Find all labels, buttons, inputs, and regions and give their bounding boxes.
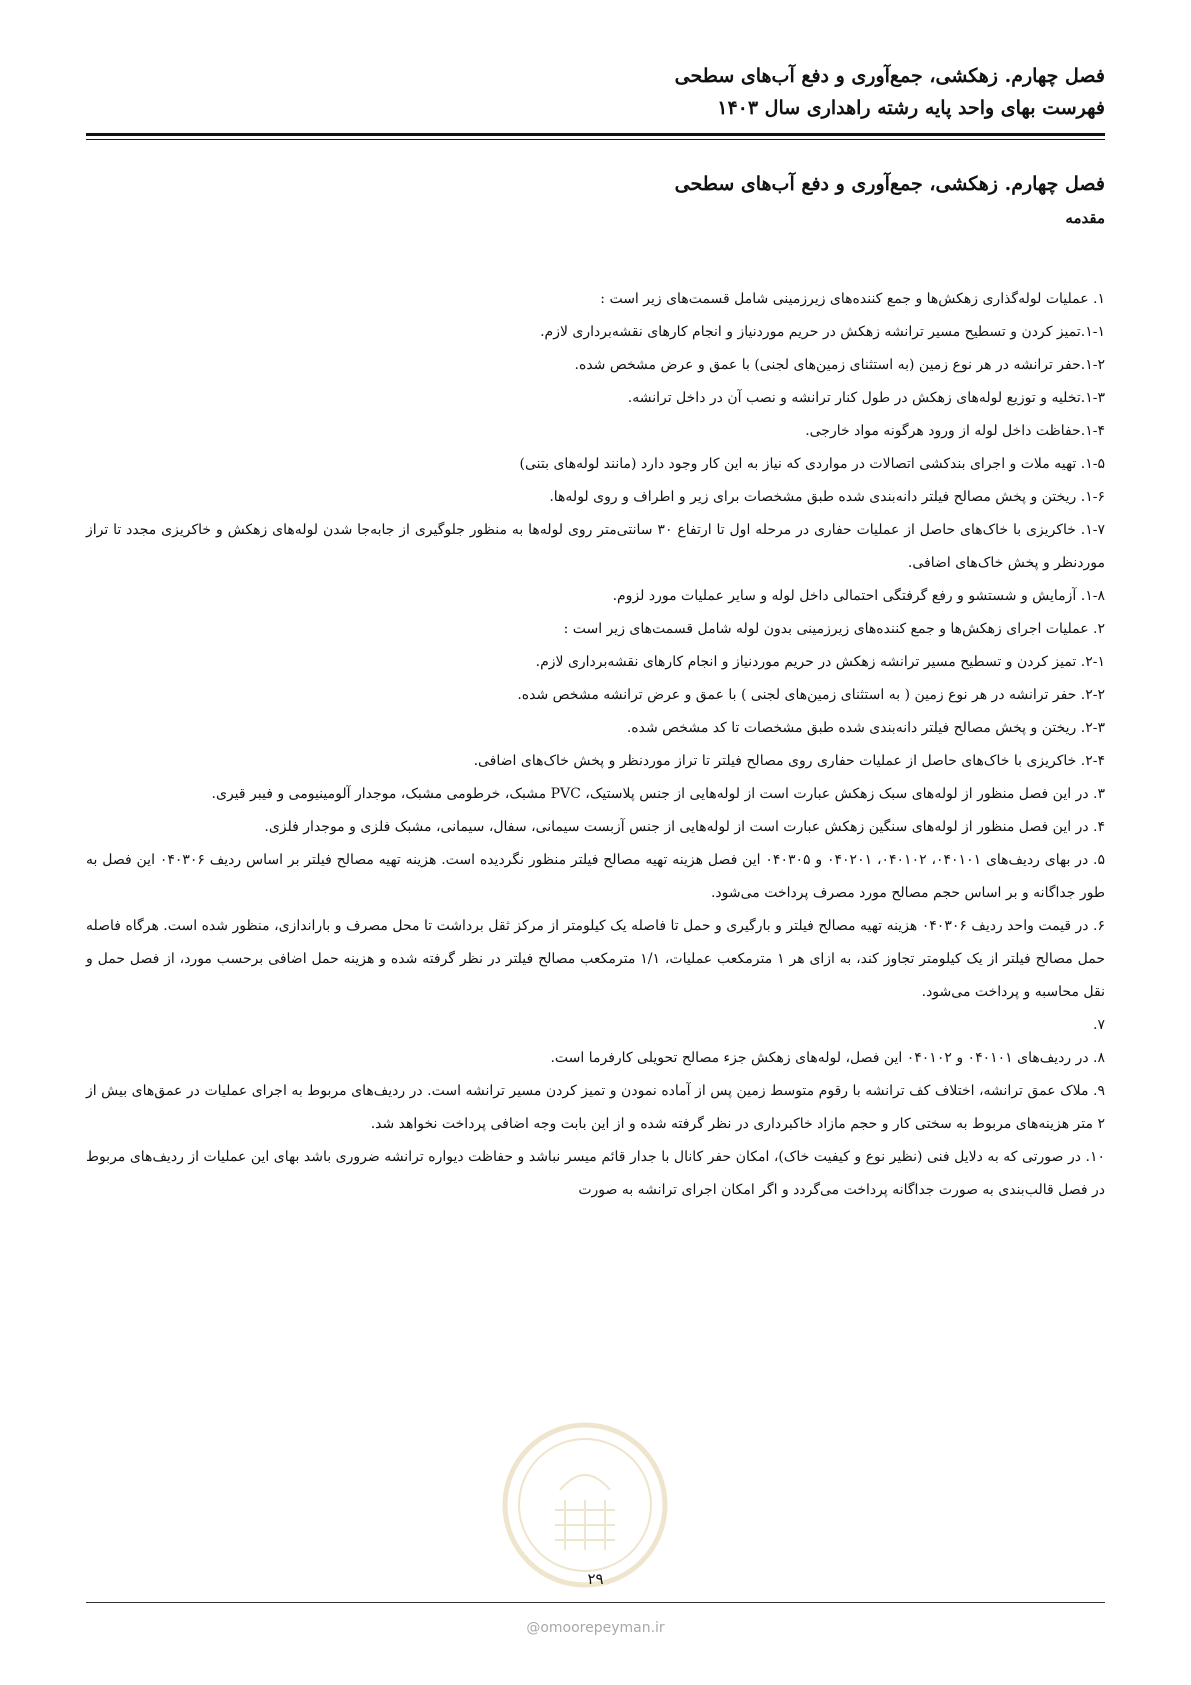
watermark-url: @omoorepeyman.ir <box>526 1620 665 1636</box>
paragraph-1-7: ۱-۷. خاکریزی با خاک‌های حاصل از عملیات حفاری در مرحله اول تا ارتفاع ۳۰ سانتی‌متر روی لوله‌ها به منظور جلوگیری از جابه‌جا شدن لوله‌های زهکش و خاکریزی مجدد تا تراز موردنظر و پخش خاک‌های اضافی. <box>86 522 1105 571</box>
section-subtitle: مقدمه <box>1065 209 1105 227</box>
paragraph-6: ۶. در قیمت واحد ردیف ۰۴۰۳۰۶ هزینه تهیه مصالح فیلتر و بارگیری و حمل تا فاصله یک کیلومتر از مرکز ثقل برداشت تا محل مصرف و باراندازی، منظور شده است. هرگاه فاصله حمل مصالح فیلتر از یک کیلومتر تجاوز کند، به ازای هر ۱ مترمکعب عملیات، ۱/۱ مترمکعب مصالح فیلتر در نظر گرفته شده و هزینه حمل اضافی برحسب مورد، از فصل حمل و نقل محاسبه و پرداخت می‌شود. <box>86 918 1105 1000</box>
page-header <box>86 60 1105 124</box>
paragraph-9: ۹. ملاک عمق ترانشه، اختلاف کف ترانشه با رقوم متوسط زمین پس از آماده نمودن و تمیز کردن مسیر ترانشه است. در ردیف‌های مربوط به اجرای عملیات در عمق‌های بیش از ۲ متر هزینه‌های مربوط به سختی کار و حجم مازاد خاکبرداری در نظر گرفته شده و از این بابت وجه اضافی پرداخت نخواهد شد. <box>86 1083 1105 1132</box>
page-number: ۲۹ <box>587 1570 604 1588</box>
watermark-seal-icon <box>500 1420 670 1590</box>
paragraph-1-1: ۱-۱.تمیز کردن و تسطیح مسیر ترانشه زهکش در حریم موردنیاز و انجام کارهای نقشه‌برداری لازم. <box>540 324 1105 340</box>
paragraph-1: ۱. عملیات لوله‌گذاری زهکش‌ها و جمع کننده‌های زیرزمینی شامل قسمت‌های زیر است : <box>600 291 1105 307</box>
paragraph-2-1: ۲-۱. تمیز کردن و تسطیح مسیر ترانشه زهکش در حریم موردنیاز و انجام کارهای نقشه‌برداری لازم. <box>535 654 1105 670</box>
paragraph-2-3: ۲-۳. ریختن و پخش مصالح فیلتر دانه‌بندی شده طبق مشخصات تا کد مشخص شده. <box>626 720 1105 736</box>
paragraph-1-8: ۱-۸. آزمایش و شستشو و رفع گرفتگی احتمالی داخل لوله و سایر عملیات مورد لزوم. <box>612 588 1105 604</box>
header-chapter-title: فصل چهارم. زهکشی، جمع‌آوری و دفع آب‌های سطحی <box>674 65 1105 87</box>
section-title: فصل چهارم. زهکشی، جمع‌آوری و دفع آب‌های سطحی <box>674 173 1105 195</box>
paragraph-1-2: ۱-۲.حفر ترانشه در هر نوع زمین (به استثنای زمین‌های لجنی) با عمق و عرض مشخص شده. <box>574 357 1105 373</box>
paragraph-2-2: ۲-۲. حفر ترانشه در هر نوع زمین ( به استثنای زمین‌های لجنی ) با عمق و عرض ترانشه مشخص شده. <box>517 687 1105 703</box>
header-divider-thick <box>86 133 1105 136</box>
paragraph-3: ۳. در این فصل منظور از لوله‌های سبک زهکش عبارت است از لوله‌هایی از جنس پلاستیک، PVC مشبک، خرطومی مشبک، موجدار آلومینیومی و فیبر قیری. <box>211 786 1105 802</box>
section-heading <box>86 168 1105 232</box>
paragraph-1-4: ۱-۴.حفاظت داخل لوله از ورود هرگونه مواد خارجی. <box>805 423 1105 439</box>
body-text <box>86 283 1105 1207</box>
paragraph-1-6: ۱-۶. ریختن و پخش مصالح فیلتر دانه‌بندی شده طبق مشخصات برای زیر و اطراف و روی لوله‌ها. <box>549 489 1105 505</box>
header-divider-thin <box>86 139 1105 140</box>
header-document-title: فهرست بهای واحد پایه رشته راهداری سال ۱۴۰۳ <box>717 97 1105 119</box>
paragraph-5: ۵. در بهای ردیف‌های ۰۴۰۱۰۱، ۰۴۰۱۰۲، ۰۴۰۲۰۱ و ۰۴۰۳۰۵ این فصل هزینه تهیه مصالح فیلتر منظور نگردیده است. هزینه تهیه مصالح فیلتر بر اساس ردیف ۰۴۰۳۰۶ این فصل به طور جداگانه و بر اساس حجم مصالح مورد مصرف پرداخت می‌شود. <box>86 852 1106 901</box>
paragraph-7: ۷. <box>1093 1017 1105 1033</box>
paragraph-8: ۸. در ردیف‌های ۰۴۰۱۰۱ و ۰۴۰۱۰۲ این فصل، لوله‌های زهکش جزء مصالح تحویلی کارفرما است. <box>550 1050 1105 1066</box>
paragraph-4: ۴. در این فصل منظور از لوله‌های سنگین زهکش عبارت است از لوله‌هایی از جنس آزبست سیمانی، سفال، سیمانی، مشبک فلزی و موجدار فلزی. <box>264 819 1105 835</box>
footer-divider <box>86 1602 1105 1603</box>
paragraph-1-5: ۱-۵. تهیه ملات و اجرای بندکشی اتصالات در مواردی که نیاز به این کار وجود دارد (مانند لوله‌های بتنی) <box>519 456 1105 472</box>
paragraph-1-3: ۱-۳.تخلیه و توزیع لوله‌های زهکش در طول کنار ترانشه و نصب آن در داخل ترانشه. <box>627 390 1105 406</box>
paragraph-2: ۲. عملیات اجرای زهکش‌ها و جمع کننده‌های زیرزمینی بدون لوله شامل قسمت‌های زیر است : <box>563 621 1105 637</box>
paragraph-2-4: ۲-۴. خاکریزی با خاک‌های حاصل از عملیات حفاری روی مصالح فیلتر تا تراز موردنظر و پخش خاک‌های اضافی. <box>473 753 1105 769</box>
paragraph-10: ۱۰. در صورتی که به دلایل فنی (نظیر نوع و کیفیت خاک)، امکان حفر کانال با جدار قائم میسر نباشد و حفاظت دیواره ترانشه ضروری باشد بهای این عملیات از ردیف‌های مربوط در فصل قالب‌بندی به صورت جداگانه پرداخت می‌گردد و اگر امکان اجرای ترانشه به صورت <box>86 1149 1105 1198</box>
